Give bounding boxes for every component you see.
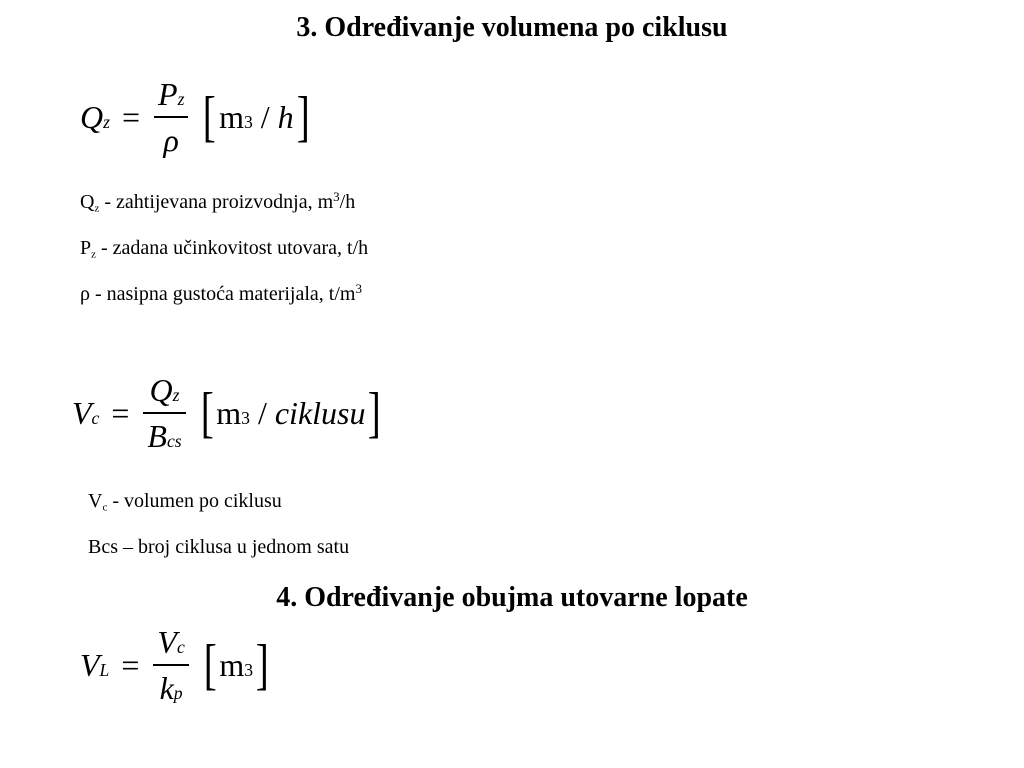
section-3-heading: 3. Određivanje volumena po ciklusu [296,12,728,43]
equals-sign: = [111,395,130,431]
formula-lhs: Q z [80,99,110,135]
numerator: V c [157,624,185,660]
unit-bracket: [ m 3 / ciklusu ] [200,382,382,444]
fraction-bar [143,412,185,414]
section-4-heading: 4. Određivanje obujma utovarne lopate [276,582,748,613]
definition-pz: $P_z$ - zadana učinkovitost utovara, t/h [80,237,369,261]
formula-qz [80,76,312,158]
denominator: B cs [147,418,182,454]
numerator: P z [158,76,185,112]
equals-sign: = [121,647,140,683]
formula-lhs: V L [80,647,110,683]
definition-qz: $Q_z$ - zahtijevana proizvodnja, $m^3/h$ [80,188,356,215]
fraction-bar [154,116,188,118]
unit-bracket: [ m 3 / h ] [203,86,310,148]
equals-sign: = [121,99,141,135]
definition-vc: $V_c$ - volumen po ciklusu [88,490,282,514]
fraction [143,372,185,454]
denominator: k p [159,670,183,706]
formula-vc [72,372,384,454]
fraction-bar [153,664,188,666]
fraction [154,76,188,158]
fraction [153,624,188,706]
formula-lhs: V c [72,395,100,431]
definition-rho: ρ - nasipna gustoća materijala, $t/m^3$ [80,280,362,305]
denominator: ρ [163,122,179,158]
unit-bracket: [ m 3 ] [203,634,269,696]
numerator: Q z [149,372,180,408]
formula-vl [80,624,272,706]
definition-bcs: Bcs – broj ciklusa u jednom satu [88,536,350,558]
